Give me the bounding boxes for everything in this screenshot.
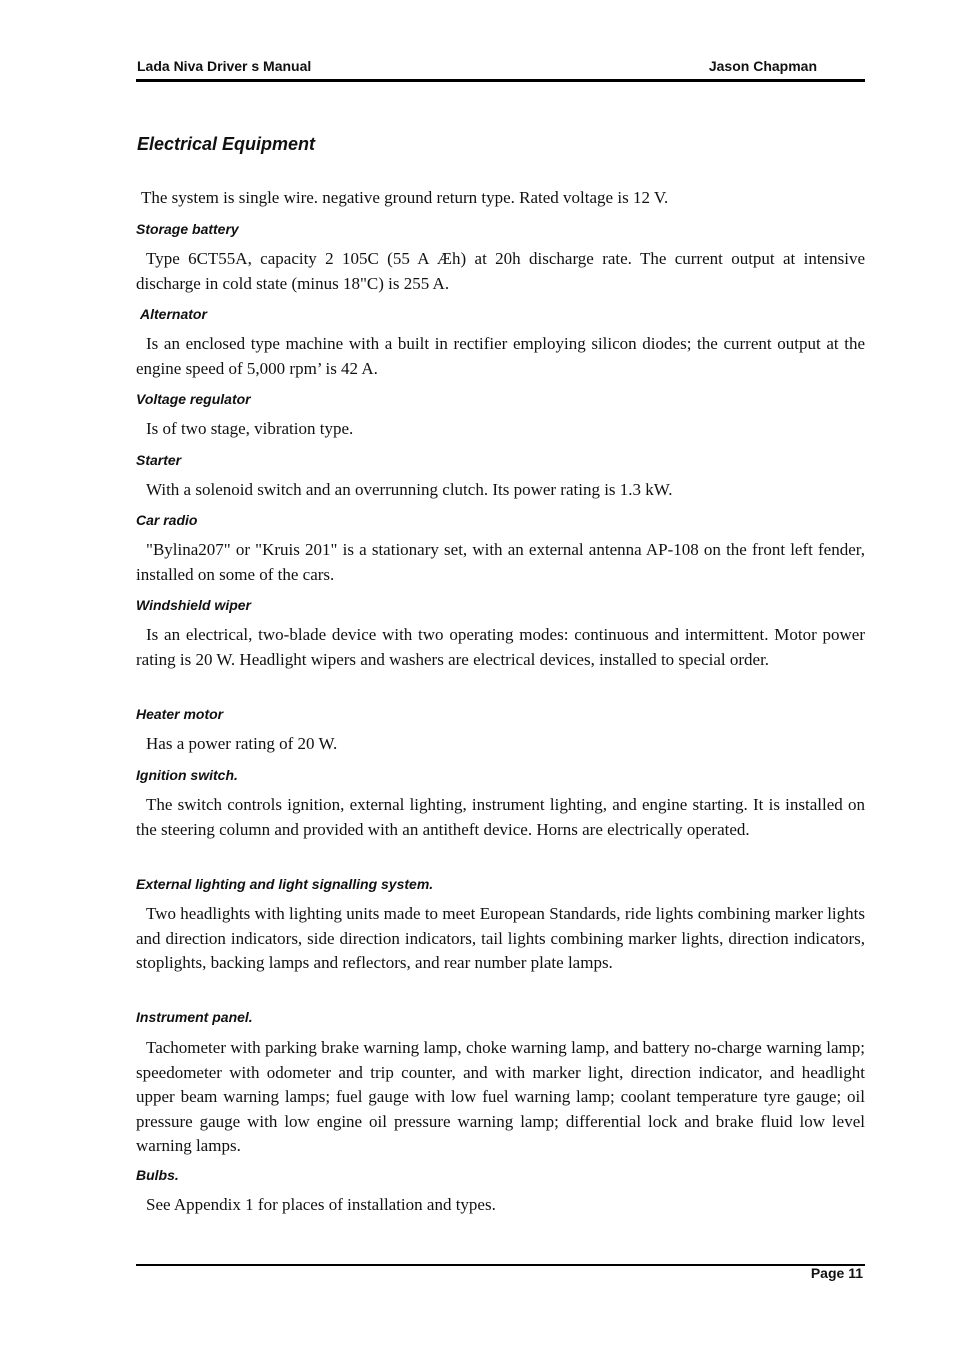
section-text-external-lighting: Two headlights with lighting units made to meet European Standards, ride lights combining marker lights and direction indicators, side direction indicators, tail lights combining marker lights, direction indicators, stoplights, backing lamps and reflectors, and rear number plate lamps. — [136, 904, 865, 972]
section-text-alternator: Is an enclosed type machine with a built in rectifier employing silicon diodes; the current output at the engine speed of 5,000 rpm’ is 42 A. — [136, 334, 865, 378]
section-text-storage-battery: Type 6CT55A, capacity 2 105C (55 A Æh) at 20h discharge rate. The current output at intensive discharge in cold state (minus 18"C) is 255 A. — [136, 249, 865, 293]
section-heading-instrument-panel: Instrument panel. — [136, 1009, 253, 1025]
intro-paragraph: The system is single wire. negative ground return type. Rated voltage is 12 V. — [141, 188, 669, 207]
header-author: Jason Chapman — [708, 58, 817, 74]
section-heading-bulbs: Bulbs. — [136, 1167, 179, 1183]
section-heading-car-radio: Car radio — [136, 512, 198, 528]
page-header — [136, 57, 865, 82]
footer-divider — [136, 1264, 865, 1266]
section-text-instrument-panel: Tachometer with parking brake warning lamp, choke warning lamp, and battery no-charge warning lamp; speedometer with odometer and trip counter, and with marker light, direction indicator, and headlight upper beam warning lamps; fuel gauge with low fuel warning lamp; coolant temperature tyre gauge; oil pressure gauge with low engine oil pressure warning lamp; differential lock and brake fluid low level warning lamps. — [136, 1038, 865, 1155]
section-heading-heater-motor: Heater motor — [136, 706, 224, 722]
section-heading-windshield-wiper: Windshield wiper — [136, 597, 251, 613]
section-text-bulbs: See Appendix 1 for places of installation and types. — [146, 1195, 496, 1214]
section-text-ignition-switch: The switch controls ignition, external lighting, instrument lighting, and engine starting. It is installed on the steering column and provided with an antitheft device. Horns are electrically operated. — [136, 795, 865, 839]
section-text-windshield-wiper: Is an electrical, two-blade device with two operating modes: continuous and intermittent. Motor power rating is 20 W. Headlight wipers and washers are electrical devices, installed to special order. — [136, 625, 865, 669]
section-heading-voltage-regulator: Voltage regulator — [136, 391, 251, 407]
section-heading-ignition-switch: Ignition switch. — [136, 767, 238, 783]
page-title: Electrical Equipment — [137, 134, 316, 154]
section-text-car-radio: "Bylina207" or "Kruis 201" is a stationary set, with an external antenna AP-108 on the front left fender, installed on some of the cars. — [136, 540, 865, 584]
document-page — [136, 0, 865, 1351]
header-manual-title: Lada Niva Driver s Manual — [137, 58, 312, 74]
section-heading-starter: Starter — [136, 452, 182, 468]
section-text-starter: With a solenoid switch and an overrunning clutch. Its power rating is 1.3 kW. — [146, 480, 673, 499]
section-heading-storage-battery: Storage battery — [136, 221, 239, 237]
page-number: Page 11 — [810, 1265, 863, 1281]
section-text-voltage-regulator: Is of two stage, vibration type. — [146, 419, 354, 438]
section-heading-alternator: Alternator — [140, 306, 207, 322]
section-heading-external-lighting: External lighting and light signalling system. — [136, 876, 434, 892]
section-text-heater-motor: Has a power rating of 20 W. — [146, 734, 338, 753]
